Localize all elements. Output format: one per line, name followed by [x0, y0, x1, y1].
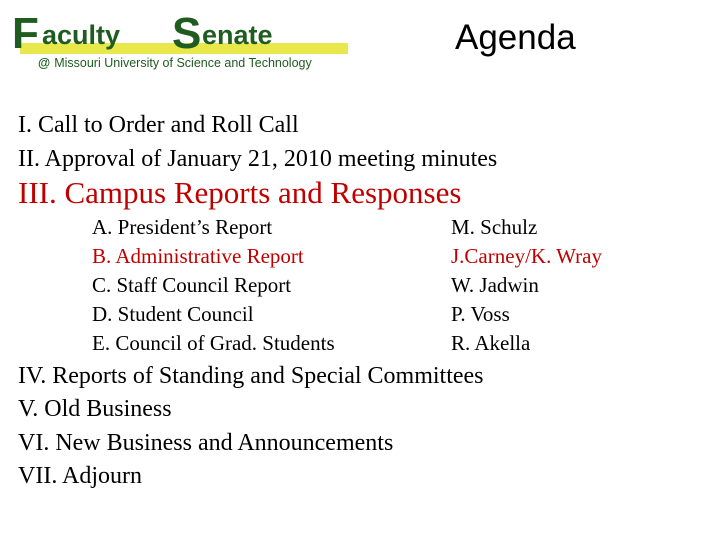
- report-presenter-e: R. Akella: [451, 331, 531, 355]
- faculty-senate-logo: [12, 8, 342, 78]
- agenda-item-5: V. Old Business: [18, 396, 172, 422]
- agenda-item-3: III. Campus Reports and Responses: [18, 175, 462, 210]
- at-icon: @: [38, 56, 51, 70]
- report-presenter-b: J.Carney/K. Wray: [451, 244, 602, 268]
- report-presenter-a: M. Schulz: [451, 215, 538, 239]
- page-title: Agenda: [455, 18, 576, 57]
- agenda-item-1: I. Call to Order and Roll Call: [18, 112, 299, 138]
- logo-subtitle: [38, 56, 312, 70]
- logo-initial-f: F: [12, 9, 39, 58]
- report-label-c: C. Staff Council Report: [92, 273, 292, 297]
- report-label-d: D. Student Council: [92, 302, 254, 326]
- logo-text-enate: enate: [202, 20, 273, 50]
- agenda-item-7: VII. Adjourn: [18, 463, 142, 489]
- agenda-item-6: VI. New Business and Announcements: [18, 430, 394, 456]
- agenda-item-2: II. Approval of January 21, 2010 meeting minutes: [18, 146, 498, 172]
- report-presenter-d: P. Voss: [451, 302, 510, 326]
- logo-initial-s: S: [172, 9, 202, 58]
- report-label-e: E. Council of Grad. Students: [92, 331, 335, 355]
- report-presenter-c: W. Jadwin: [451, 273, 539, 297]
- logo-text-aculty: aculty: [42, 20, 121, 50]
- report-label-b: B. Administrative Report: [92, 244, 304, 268]
- agenda-item-4: IV. Reports of Standing and Special Committees: [18, 363, 484, 389]
- report-label-a: A. President’s Report: [92, 215, 273, 239]
- logo-subtitle-text: Missouri University of Science and Technology: [54, 56, 312, 70]
